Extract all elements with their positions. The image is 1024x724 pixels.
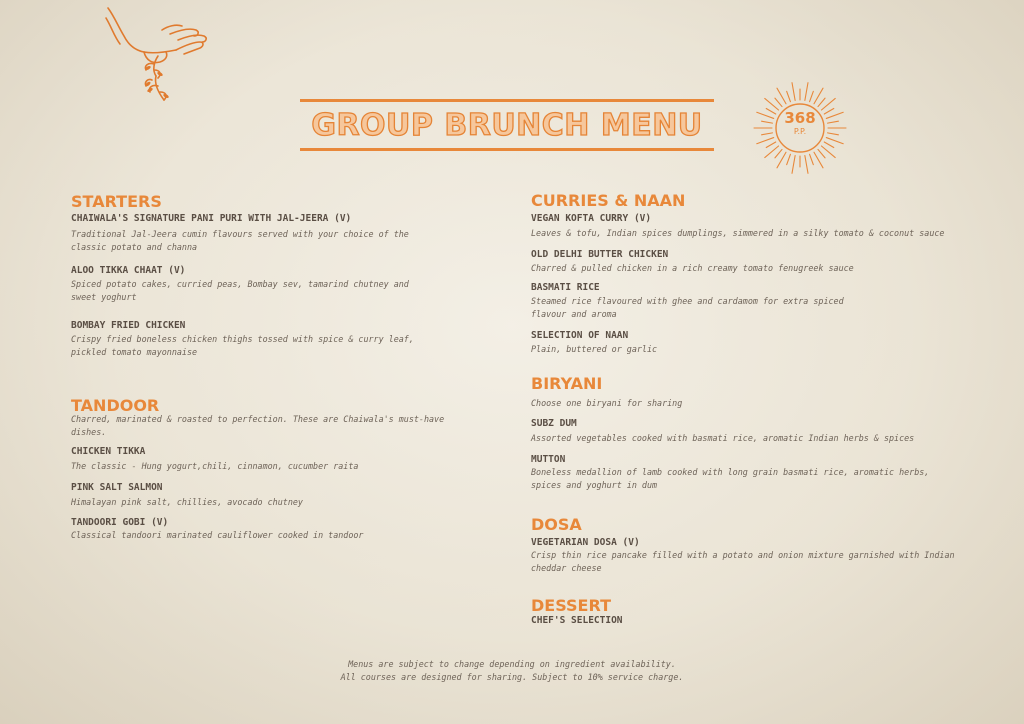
menu-item-name: VEGETARIAN DOSA (V) <box>531 537 640 548</box>
menu-footer-note <box>312 658 712 684</box>
sunburst-ray <box>824 142 834 148</box>
menu-item-name: SELECTION OF NAAN <box>531 330 629 341</box>
menu-item-description: Crispy fried boneless chicken thighs tossed with spice & curry leaf, pickled tomato mayonnaise <box>71 334 414 357</box>
menu-title-frame <box>300 99 714 151</box>
menu-item-description: Classical tandoori marinated cauliflower cooked in tandoor <box>71 530 364 540</box>
menu-item-name: MUTTON <box>531 454 566 465</box>
price-per-person: 368 <box>784 109 816 127</box>
menu-item-description: Leaves & tofu, Indian spices dumplings, simmered in a silky tomato & coconut sauce <box>531 228 945 238</box>
price-unit: P.P. <box>793 127 807 136</box>
section-title-dessert: DESSERT <box>531 596 611 615</box>
sunburst-ray <box>810 154 814 164</box>
menu-item-name: PINK SALT SALMON <box>71 482 163 493</box>
menu-item-name: BASMATI RICE <box>531 282 600 293</box>
menu-item-name: CHEF'S SELECTION <box>531 615 623 626</box>
menu-item-description: Steamed rice flavoured with ghee and cardamom for extra spiced flavour and aroma <box>531 296 844 319</box>
section-title-biryani: BIRYANI <box>531 374 603 393</box>
menu-title: GROUP BRUNCH MENU <box>311 107 703 143</box>
section-title-tandoor: TANDOOR <box>71 396 160 415</box>
hand-sprinkling-herbs-icon <box>104 0 216 104</box>
menu-item-description: Assorted vegetables cooked with basmati rice, aromatic Indian herbs & spices <box>531 433 915 443</box>
menu-item-description: The classic - Hung yogurt,chili, cinnamon, cucumber raita <box>71 461 359 471</box>
menu-item-description: Himalayan pink salt, chillies, avocado chutney <box>71 497 303 507</box>
sunburst-ray <box>818 98 825 106</box>
footer-line: Menus are subject to change depending on ingredient availability. <box>348 659 676 669</box>
sunburst-ray <box>775 149 782 157</box>
menu-item-name: CHICKEN TIKKA <box>71 446 146 457</box>
sunburst-ray <box>810 91 814 101</box>
sunburst-ray <box>805 156 808 174</box>
menu-item-name: OLD DELHI BUTTER CHICKEN <box>531 249 669 260</box>
sunburst-ray <box>805 83 808 101</box>
sunburst-ray <box>792 156 795 174</box>
section-intro-tandoor: Charred, marinated & roasted to perfection. These are Chaiwala's must-have dishes. <box>71 414 445 437</box>
sunburst-ray <box>766 142 776 148</box>
menu-item-description: Charred & pulled chicken in a rich creamy tomato fenugreek sauce <box>531 263 854 273</box>
menu-item-name: ALOO TIKKA CHAAT (V) <box>71 265 186 276</box>
sunburst-ray <box>826 138 843 144</box>
sunburst-ray <box>787 154 791 164</box>
menu-item-description: Boneless medallion of lamb cooked with long grain basmati rice, aromatic herbs, spices and yoghurt in dum <box>531 467 930 490</box>
section-title-starters: STARTERS <box>71 192 162 211</box>
section-title-curries: CURRIES & NAAN <box>531 191 686 210</box>
section-title-dosa: DOSA <box>531 515 582 534</box>
menu-item-description: Crisp thin rice pancake filled with a potato and onion mixture garnished with Indian cheddar cheese <box>531 550 955 573</box>
menu-item-description: Plain, buttered or garlic <box>531 344 658 354</box>
menu-item-description: Traditional Jal-Jeera cumin flavours served with your choice of the classic potato and channa <box>71 229 409 252</box>
sunburst-ray <box>787 91 791 101</box>
menu-item-name: VEGAN KOFTA CURRY (V) <box>531 213 652 224</box>
footer-line: All courses are designed for sharing. Subject to 10% service charge. <box>340 672 684 682</box>
sunburst-ray <box>757 138 774 144</box>
sunburst-ray <box>775 98 782 106</box>
section-intro-biryani: Choose one biryani for sharing <box>531 398 683 408</box>
menu-item-description: Spiced potato cakes, curried peas, Bombay sev, tamarind chutney and sweet yoghurt <box>71 279 409 302</box>
menu-item-name: BOMBAY FRIED CHICKEN <box>71 320 186 331</box>
menu-item-name: CHAIWALA'S SIGNATURE PANI PURI WITH JAL-JEERA (V) <box>71 213 352 224</box>
menu-item-name: SUBZ DUM <box>531 418 577 429</box>
menu-item-name: TANDOORI GOBI (V) <box>71 517 169 528</box>
sunburst-ray <box>792 83 795 101</box>
sunburst-ray <box>818 149 825 157</box>
